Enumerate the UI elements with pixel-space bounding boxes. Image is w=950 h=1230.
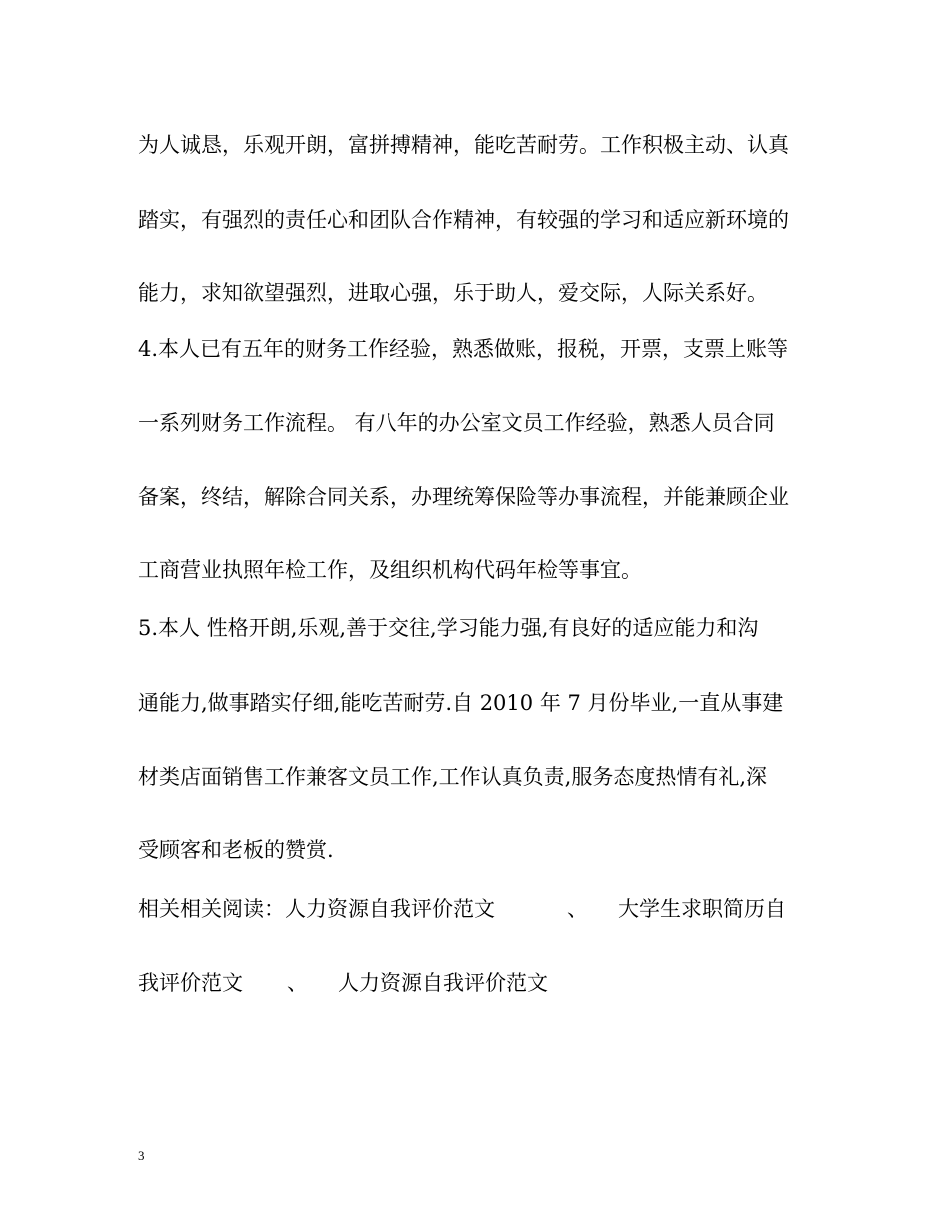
body-line-5: 一系列财务工作流程。 有八年的办公室文员工作经验，熟悉人员合同	[138, 411, 775, 435]
body-line-4: 4.本人已有五年的财务工作经验，熟悉做账，报税，开票，支票上账等	[138, 337, 789, 361]
body-line-3: 能力，求知欲望强烈，进取心强，乐于助人，爱交际，人际关系好。	[138, 281, 768, 305]
related-link-student-resume-part2[interactable]: 我评价范文	[138, 971, 243, 995]
body-line-10: 材类店面销售工作兼客文员工作,工作认真负责,服务态度热情有礼,深	[138, 765, 768, 789]
related-separator: 、	[287, 971, 308, 995]
body-line-6: 备案，终结，解除合同关系，办理统筹保险等办事流程，并能兼顾企业	[138, 485, 789, 509]
related-link-hr-self-evaluation[interactable]: 人力资源自我评价范文	[285, 897, 495, 921]
body-line-11: 受顾客和老板的赞赏.	[138, 838, 334, 862]
related-reading-line-1	[138, 896, 786, 922]
body-line-8: 5.本人 性格开朗,乐观,善于交往,学习能力强,有良好的适应能力和沟	[138, 616, 759, 640]
related-reading-line-2	[138, 970, 548, 996]
body-line-1: 为人诚恳，乐观开朗，富拼搏精神，能吃苦耐劳。工作积极主动、认真	[138, 133, 789, 157]
related-link-hr-self-evaluation-2[interactable]: 人力资源自我评价范文	[338, 971, 548, 995]
page-number: 3	[138, 1148, 145, 1163]
related-link-student-resume-part1[interactable]: 大学生求职简历自	[618, 897, 786, 921]
related-separator: 、	[567, 897, 588, 921]
body-line-2: 踏实，有强烈的责任心和团队合作精神，有较强的学习和适应新环境的	[138, 208, 789, 232]
body-line-7: 工商营业执照年检工作，及组织机构代码年检等事宜。	[138, 558, 642, 582]
related-reading-prefix: 相关相关阅读：	[138, 897, 285, 921]
body-line-9: 通能力,做事踏实仔细,能吃苦耐劳.自 2010 年 7 月份毕业,一直从事建	[138, 691, 784, 715]
